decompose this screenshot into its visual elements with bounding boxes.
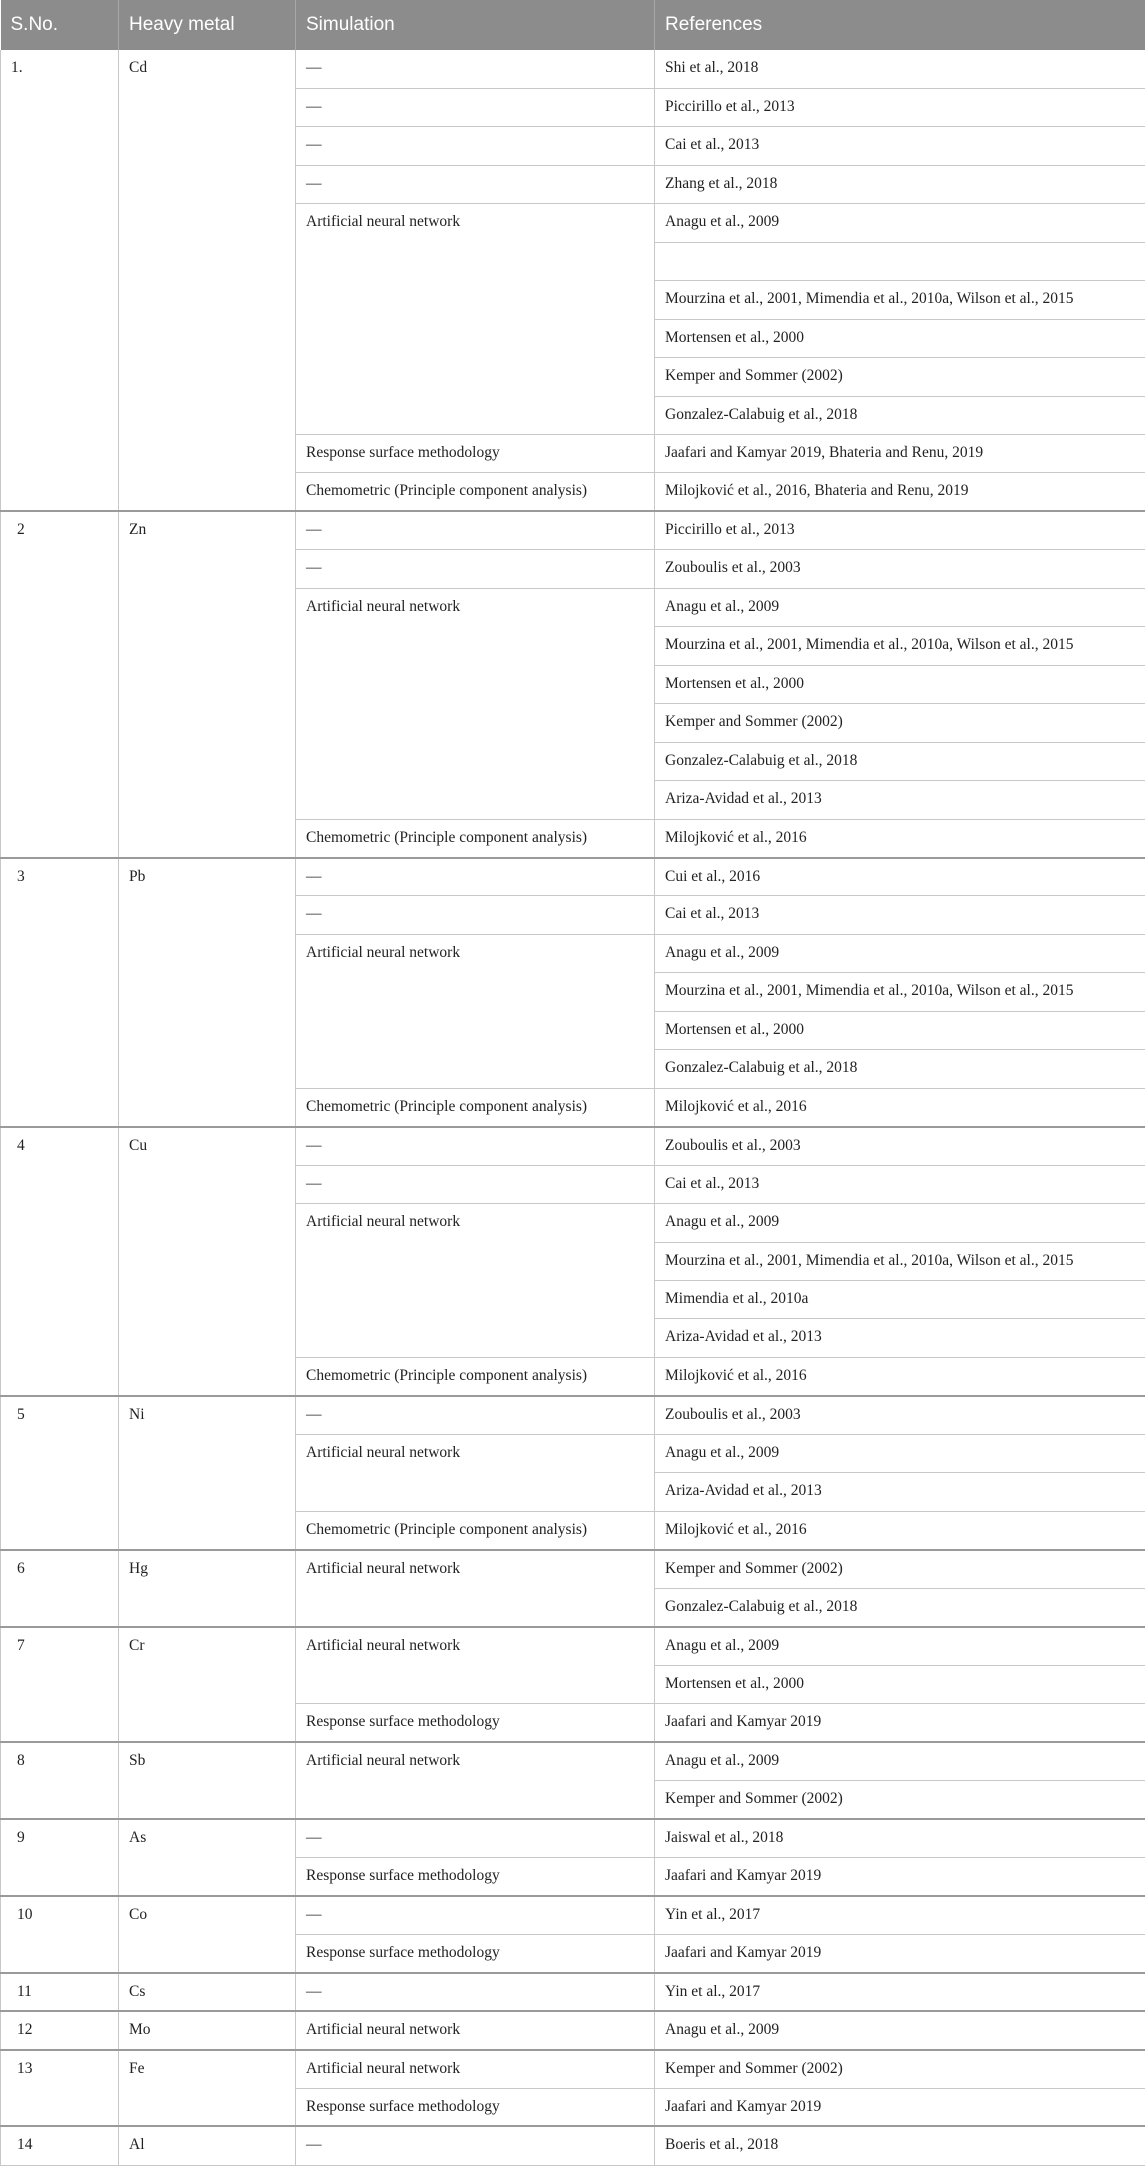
cell-simulation: — <box>296 511 655 549</box>
table-row <box>1 1819 1145 1857</box>
cell-simulation: Artificial neural network <box>296 1742 655 1819</box>
cell-simulation: Artificial neural network <box>296 588 655 819</box>
cell-reference: Milojković et al., 2016 <box>655 1088 1145 1126</box>
cell-reference: Mourzina et al., 2001, Mimendia et al., 2010a, Wilson et al., 2015 <box>655 973 1145 1011</box>
cell-simulation: Response surface methodology <box>296 1703 655 1741</box>
cell-heavy-metal: Cu <box>119 1127 296 1396</box>
cell-reference: Anagu et al., 2009 <box>655 588 1145 626</box>
cell-heavy-metal: Pb <box>119 858 296 1127</box>
cell-simulation: — <box>296 1396 655 1434</box>
table-row <box>1 1973 1145 2011</box>
cell-reference: Kemper and Sommer (2002) <box>655 1780 1145 1818</box>
cell-sno: 4 <box>1 1127 119 1396</box>
cell-reference: Gonzalez-Calabuig et al., 2018 <box>655 1588 1145 1626</box>
cell-reference <box>655 242 1145 280</box>
cell-simulation: — <box>296 127 655 165</box>
cell-reference: Zhang et al., 2018 <box>655 165 1145 203</box>
cell-reference: Cui et al., 2016 <box>655 858 1145 896</box>
cell-simulation: — <box>296 1165 655 1203</box>
cell-reference: Piccirillo et al., 2013 <box>655 88 1145 126</box>
cell-reference: Gonzalez-Calabuig et al., 2018 <box>655 1050 1145 1088</box>
cell-sno: 14 <box>1 2126 119 2165</box>
cell-simulation: Response surface methodology <box>296 2088 655 2126</box>
cell-simulation: — <box>296 88 655 126</box>
cell-reference: Mortensen et al., 2000 <box>655 1011 1145 1049</box>
cell-sno: 10 <box>1 1896 119 1973</box>
cell-heavy-metal: Al <box>119 2126 296 2165</box>
cell-reference: Zouboulis et al., 2003 <box>655 550 1145 588</box>
cell-reference: Mourzina et al., 2001, Mimendia et al., 2010a, Wilson et al., 2015 <box>655 627 1145 665</box>
table-row <box>1 2011 1145 2049</box>
cell-simulation: Response surface methodology <box>296 435 655 473</box>
cell-reference: Ariza-Avidad et al., 2013 <box>655 1473 1145 1511</box>
cell-heavy-metal: Co <box>119 1896 296 1973</box>
cell-reference: Anagu et al., 2009 <box>655 934 1145 972</box>
cell-reference: Anagu et al., 2009 <box>655 1742 1145 1780</box>
cell-reference: Cai et al., 2013 <box>655 1165 1145 1203</box>
table-row <box>1 1127 1145 1165</box>
cell-simulation: Artificial neural network <box>296 2050 655 2088</box>
cell-sno: 8 <box>1 1742 119 1819</box>
cell-simulation: Response surface methodology <box>296 1857 655 1895</box>
cell-reference: Kemper and Sommer (2002) <box>655 358 1145 396</box>
cell-heavy-metal: As <box>119 1819 296 1896</box>
cell-simulation: Chemometric (Principle component analysis) <box>296 473 655 511</box>
cell-simulation: Artificial neural network <box>296 2011 655 2049</box>
cell-reference: Mortensen et al., 2000 <box>655 319 1145 357</box>
cell-sno: 7 <box>1 1627 119 1742</box>
cell-heavy-metal: Ni <box>119 1396 296 1550</box>
cell-reference: Cai et al., 2013 <box>655 896 1145 934</box>
cell-heavy-metal: Zn <box>119 511 296 857</box>
cell-reference: Mortensen et al., 2000 <box>655 665 1145 703</box>
cell-simulation: — <box>296 1973 655 2011</box>
cell-reference: Yin et al., 2017 <box>655 1896 1145 1934</box>
cell-heavy-metal: Fe <box>119 2050 296 2127</box>
table-row <box>1 858 1145 896</box>
cell-reference: Anagu et al., 2009 <box>655 204 1145 242</box>
header-sno: S.No. <box>1 0 119 50</box>
cell-simulation: Chemometric (Principle component analysis) <box>296 819 655 857</box>
cell-simulation: Chemometric (Principle component analysis) <box>296 1088 655 1126</box>
cell-reference: Anagu et al., 2009 <box>655 1204 1145 1242</box>
cell-reference: Anagu et al., 2009 <box>655 1434 1145 1472</box>
cell-sno: 9 <box>1 1819 119 1896</box>
cell-reference: Boeris et al., 2018 <box>655 2126 1145 2165</box>
cell-reference: Gonzalez-Calabuig et al., 2018 <box>655 742 1145 780</box>
cell-simulation: — <box>296 896 655 934</box>
cell-simulation: — <box>296 2126 655 2165</box>
table-row <box>1 1396 1145 1434</box>
cell-reference: Kemper and Sommer (2002) <box>655 2050 1145 2088</box>
cell-simulation: Artificial neural network <box>296 1550 655 1627</box>
table-row <box>1 2126 1145 2165</box>
cell-heavy-metal: Sb <box>119 1742 296 1819</box>
cell-reference: Zouboulis et al., 2003 <box>655 1396 1145 1434</box>
cell-simulation: — <box>296 1819 655 1857</box>
table-row <box>1 1896 1145 1934</box>
cell-reference: Mimendia et al., 2010a <box>655 1281 1145 1319</box>
cell-reference: Ariza-Avidad et al., 2013 <box>655 781 1145 819</box>
cell-sno: 13 <box>1 2050 119 2127</box>
header-heavy-metal: Heavy metal <box>119 0 296 50</box>
table-row <box>1 511 1145 549</box>
cell-reference: Cai et al., 2013 <box>655 127 1145 165</box>
header-references: References <box>655 0 1145 50</box>
cell-reference: Jaiswal et al., 2018 <box>655 1819 1145 1857</box>
cell-sno: 11 <box>1 1973 119 2011</box>
table-header <box>1 0 1145 50</box>
cell-reference: Milojković et al., 2016 <box>655 1511 1145 1549</box>
cell-reference: Milojković et al., 2016 <box>655 819 1145 857</box>
cell-sno: 1. <box>1 50 119 511</box>
cell-sno: 5 <box>1 1396 119 1550</box>
cell-reference: Milojković et al., 2016, Bhateria and Renu, 2019 <box>655 473 1145 511</box>
cell-reference: Jaafari and Kamyar 2019 <box>655 1934 1145 1972</box>
cell-reference: Mourzina et al., 2001, Mimendia et al., 2010a, Wilson et al., 2015 <box>655 281 1145 319</box>
cell-sno: 6 <box>1 1550 119 1627</box>
cell-reference: Mortensen et al., 2000 <box>655 1665 1145 1703</box>
header-simulation: Simulation <box>296 0 655 50</box>
cell-simulation: — <box>296 858 655 896</box>
cell-simulation: — <box>296 1896 655 1934</box>
cell-reference: Jaafari and Kamyar 2019, Bhateria and Renu, 2019 <box>655 435 1145 473</box>
cell-simulation: — <box>296 165 655 203</box>
cell-reference: Anagu et al., 2009 <box>655 1627 1145 1665</box>
cell-heavy-metal: Cd <box>119 50 296 511</box>
table-body <box>1 50 1145 2166</box>
cell-reference: Gonzalez-Calabuig et al., 2018 <box>655 396 1145 434</box>
table-row <box>1 1742 1145 1780</box>
cell-simulation: Response surface methodology <box>296 1934 655 1972</box>
cell-simulation: Artificial neural network <box>296 1627 655 1704</box>
cell-simulation: Artificial neural network <box>296 934 655 1088</box>
table-row <box>1 50 1145 88</box>
cell-reference: Jaafari and Kamyar 2019 <box>655 2088 1145 2126</box>
cell-simulation: Artificial neural network <box>296 1204 655 1358</box>
cell-reference: Kemper and Sommer (2002) <box>655 704 1145 742</box>
cell-reference: Jaafari and Kamyar 2019 <box>655 1703 1145 1741</box>
cell-reference: Zouboulis et al., 2003 <box>655 1127 1145 1165</box>
cell-reference: Jaafari and Kamyar 2019 <box>655 1857 1145 1895</box>
cell-simulation: — <box>296 550 655 588</box>
table-row <box>1 1550 1145 1588</box>
header-row <box>1 0 1145 50</box>
cell-simulation: Artificial neural network <box>296 1434 655 1511</box>
cell-reference: Mourzina et al., 2001, Mimendia et al., 2010a, Wilson et al., 2015 <box>655 1242 1145 1280</box>
cell-sno: 3 <box>1 858 119 1127</box>
cell-heavy-metal: Cs <box>119 1973 296 2011</box>
cell-reference: Anagu et al., 2009 <box>655 2011 1145 2049</box>
cell-sno: 12 <box>1 2011 119 2049</box>
cell-reference: Yin et al., 2017 <box>655 1973 1145 2011</box>
cell-simulation: — <box>296 1127 655 1165</box>
cell-heavy-metal: Hg <box>119 1550 296 1627</box>
cell-reference: Kemper and Sommer (2002) <box>655 1550 1145 1588</box>
cell-simulation: Artificial neural network <box>296 204 655 435</box>
cell-reference: Ariza-Avidad et al., 2013 <box>655 1319 1145 1357</box>
cell-simulation: Chemometric (Principle component analysis) <box>296 1357 655 1395</box>
cell-simulation: — <box>296 50 655 88</box>
cell-heavy-metal: Mo <box>119 2011 296 2049</box>
cell-reference: Piccirillo et al., 2013 <box>655 511 1145 549</box>
cell-sno: 2 <box>1 511 119 857</box>
cell-reference: Shi et al., 2018 <box>655 50 1145 88</box>
table-row <box>1 1627 1145 1665</box>
cell-heavy-metal: Cr <box>119 1627 296 1742</box>
cell-reference: Milojković et al., 2016 <box>655 1357 1145 1395</box>
table-row <box>1 2050 1145 2088</box>
cell-simulation: Chemometric (Principle component analysis) <box>296 1511 655 1549</box>
